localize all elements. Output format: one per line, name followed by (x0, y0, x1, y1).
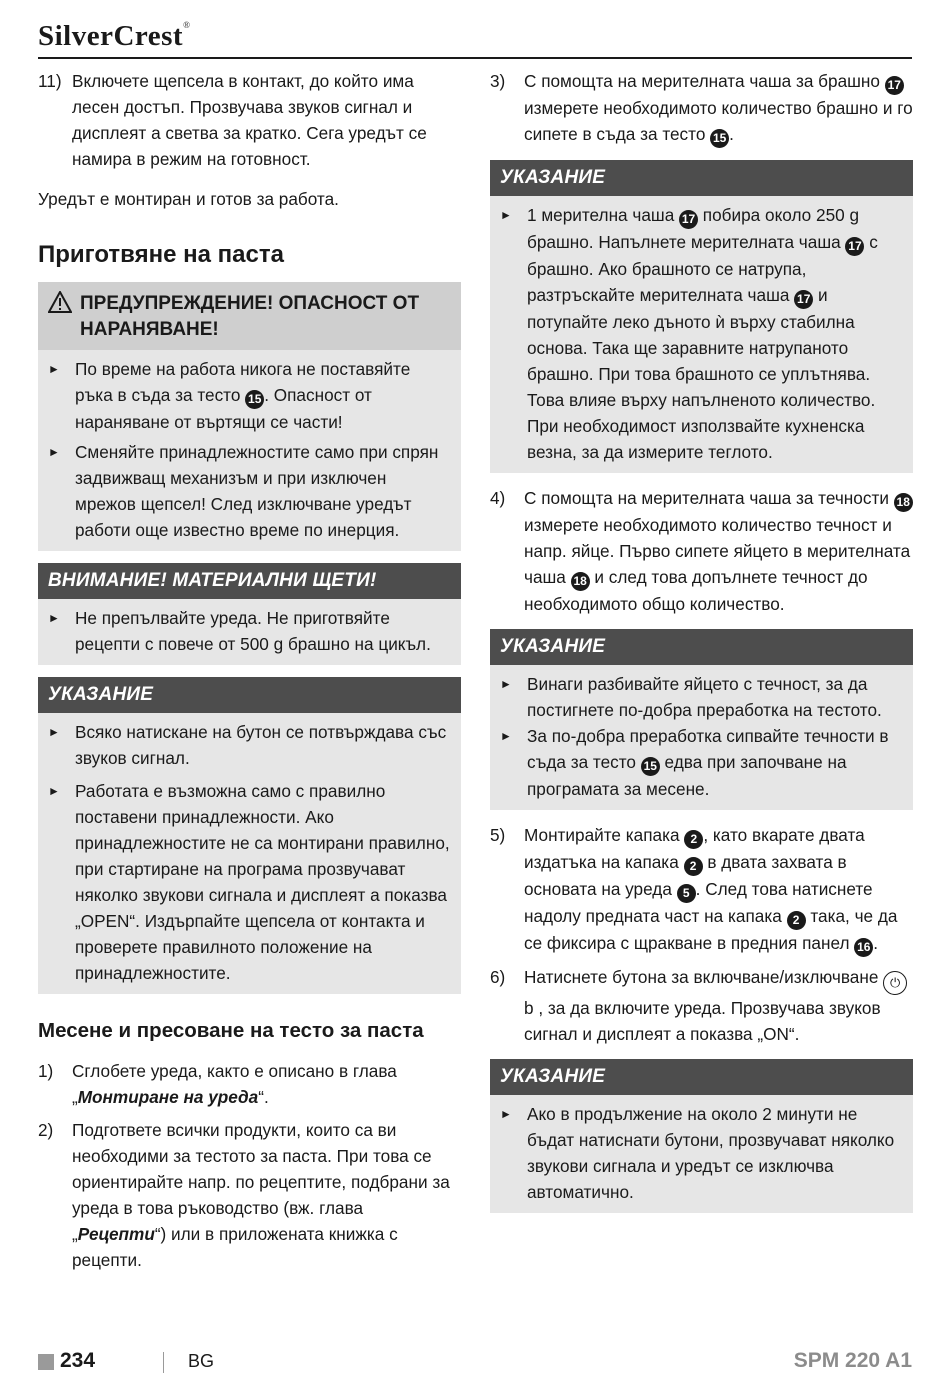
bullet-arrow-icon: ► (48, 725, 60, 739)
list-item (48, 356, 451, 435)
part-number-badge: 18 (571, 572, 590, 591)
list-text: При необходимост използвайте кухненска везна, за да измерите теглото. (527, 416, 865, 462)
step-number: 2) (38, 1120, 54, 1140)
part-number-badge: 18 (894, 493, 913, 512)
step-text: Натиснете бутона за включване/изключване (524, 967, 884, 987)
bullet-arrow-icon: ► (48, 611, 60, 625)
part-number-badge: 16 (854, 938, 873, 957)
page-number: 234 (60, 1349, 96, 1372)
list-item (500, 671, 903, 723)
chapter-reference: Рецепти (77, 1224, 155, 1244)
part-number-badge: 5 (677, 884, 696, 903)
bullet-arrow-icon: ► (500, 208, 512, 222)
bullet-arrow-icon: ► (48, 362, 60, 376)
step-text: Монтирайте капака (524, 825, 685, 845)
step-text: . (729, 124, 734, 144)
step-3 (490, 68, 913, 148)
step-text: така, че да се фиксира с щракване в предния панел (524, 906, 898, 953)
step-text: в двата захвата в основата на уреда (524, 852, 847, 899)
step-text: “) или в приложената книжка с рецепти. (72, 1224, 398, 1270)
step-text: Подгответе всички продукти, които са ви необходими за тестото за паста. При това се ориентирайте напр. по рецептите, подбрани за уреда в това ръководство (вж. глава „ (72, 1120, 450, 1244)
language-code: BG (188, 1351, 215, 1371)
note-body (490, 665, 913, 810)
caution-box (38, 563, 461, 665)
page-footer (38, 1349, 912, 1377)
step-text: измерете необходимото количество брашно и го сипете в съда за тесто (524, 98, 913, 144)
note-header: УКАЗАНИЕ (490, 629, 913, 665)
footer-divider (163, 1352, 164, 1373)
list-text: За по-добра преработка сипвайте течности в съда за тесто (527, 726, 889, 772)
part-number-badge: 15 (641, 757, 660, 776)
step-11 (38, 68, 461, 172)
part-number-badge: 17 (794, 290, 813, 309)
list-text: . Опасност от нараняване от въртящи се части! (75, 385, 372, 432)
list-item (500, 202, 903, 465)
step-text: Включете щепсела в контакт, до който има лесен достъп. Прозвучава звуков сигнал и дисплеят а светва за кратко. Сега уредът се намира в режим на готовност. (72, 71, 427, 169)
bullet-arrow-icon: ► (48, 445, 60, 459)
note-body (490, 196, 913, 473)
list-item (48, 778, 451, 986)
ready-text: Уредът е монтиран и готов за работа. (38, 189, 339, 209)
note-header: УКАЗАНИЕ (490, 1059, 913, 1095)
list-text: Сменяйте принадлежностите само при спрян задвижващ механизъм и при изключен мрежов щепсел! След изключване уредът работи още известно време по инерция. (75, 442, 439, 540)
note-header: УКАЗАНИЕ (490, 160, 913, 196)
part-number-badge: 17 (679, 210, 698, 229)
note-box (490, 629, 913, 810)
footer-square-icon (38, 1354, 54, 1370)
step-text: и след това допълнете течност до необходимото общо количество. (524, 567, 868, 614)
section-title-kneading: Месене и пресоване на тесто за паста (38, 1019, 424, 1042)
warning-header (38, 282, 461, 350)
list-text: Не препълвайте уреда. Не приготвяйте рецепти с повече от 500 g брашно на цикъл. (75, 608, 431, 654)
note-body (38, 713, 461, 994)
warning-body (38, 350, 461, 551)
list-text: Работата е възможна само с правилно поставени принадлежности. Ако принадлежностите не са монтирани правилно, при стартиране на програма прозвучават няколко звукови сигнала и дисплеят а показва „OPEN“. Издърпайте щепсела от контакта и проверете правилното положение на принадлежностите. (75, 781, 450, 983)
part-number-badge: 15 (245, 390, 264, 409)
warning-title: ПРЕДУПРЕЖДЕНИЕ! ОПАСНОСТ ОТ НАРАНЯВАНЕ! (80, 293, 420, 340)
list-text: По време на работа никога не поставяйте ръка в съда за тесто (75, 359, 411, 405)
note-header: УКАЗАНИЕ (38, 677, 461, 713)
list-item (500, 1101, 903, 1205)
step-number: 1) (38, 1061, 54, 1081)
step-number: 6) (490, 967, 506, 987)
note-box (490, 160, 913, 473)
list-item (48, 439, 451, 543)
warning-box (38, 282, 461, 551)
list-text: Всяко натискане на бутон се потвърждава със звуков сигнал. (75, 722, 447, 768)
step-2 (38, 1117, 461, 1273)
bullet-arrow-icon: ► (48, 784, 60, 798)
list-text: побира около 250 g брашно. Напълнете мерителната чаша (527, 205, 860, 252)
part-number-badge: 2 (684, 857, 703, 876)
step-text: С помощта на мерителната чаша за брашно (524, 71, 885, 91)
right-column (490, 68, 913, 1213)
step-text: “. (258, 1087, 269, 1107)
step-6 (490, 964, 913, 1047)
brand-logo: SilverCrest® (38, 20, 191, 52)
power-button-icon: ⏻ (883, 971, 907, 995)
note-body (490, 1095, 913, 1213)
part-number-badge: 15 (710, 129, 729, 148)
bullet-arrow-icon: ► (500, 1107, 512, 1121)
list-text: 1 мерителна чаша (527, 205, 680, 225)
step-number: 3) (490, 71, 506, 91)
step-number: 11) (38, 71, 62, 91)
note-box (490, 1059, 913, 1213)
caution-header: ВНИМАНИЕ! МАТЕРИАЛНИ ЩЕТИ! (38, 563, 461, 599)
step-text: b , за да включите уреда. Прозвучава звуков сигнал и дисплеят а показва „ON“. (524, 998, 881, 1044)
section-title-pasta: Приготвяне на паста (38, 241, 284, 268)
list-text: с брашно. Ако брашното се натрупа, разтръскайте мерителната чаша (527, 232, 878, 305)
list-text: Винаги разбивайте яйцето с течност, за да постигнете по-добра преработка на тестото. (527, 674, 882, 720)
bullet-arrow-icon: ► (500, 729, 512, 743)
step-text: С помощта на мерителната чаша за течности (524, 488, 894, 508)
step-text: измерете необходимото количество течност и напр. яйце. Първо сипете яйцето в мерителната чаша (524, 515, 911, 587)
list-item (500, 723, 903, 802)
step-text: , като вкарате двата издатъка на капака (524, 825, 865, 872)
caution-body (38, 599, 461, 665)
step-text: Сглобете уреда, както е описано в глава „ (72, 1061, 397, 1107)
step-number: 4) (490, 488, 506, 508)
header-rule (38, 57, 912, 59)
step-number: 5) (490, 825, 506, 845)
list-text: Ако в продължение на около 2 минути не бъдат натиснати бутони, прозвучават няколко звукови сигнала и уредът се изключва автоматично. (527, 1104, 895, 1202)
left-column (38, 68, 461, 1273)
step-text: . (873, 933, 879, 953)
list-text: и потупайте леко дъното ѝ върху стабилна основа. Така ще заравните натрупаното брашно. При това брашното се уплътнява. Това влияе върху напълненото количество. (527, 285, 876, 410)
list-text: едва при започване на програмата за месене. (527, 752, 847, 799)
model-number: SPM 220 A1 (793, 1349, 912, 1372)
step-text: . След това натиснете надолу предната част на капака (524, 879, 873, 926)
part-number-badge: 2 (684, 830, 703, 849)
warning-triangle-icon (48, 291, 80, 343)
step-4 (490, 485, 913, 617)
chapter-reference: Монтиране на уреда (77, 1087, 259, 1107)
bullet-arrow-icon: ► (500, 677, 512, 691)
note-box (38, 677, 461, 994)
step-5 (490, 822, 913, 957)
part-number-badge: 2 (787, 911, 806, 930)
part-number-badge: 17 (845, 237, 864, 256)
list-item (48, 605, 451, 657)
list-item (48, 719, 451, 771)
part-number-badge: 17 (885, 76, 904, 95)
step-1 (38, 1058, 461, 1110)
